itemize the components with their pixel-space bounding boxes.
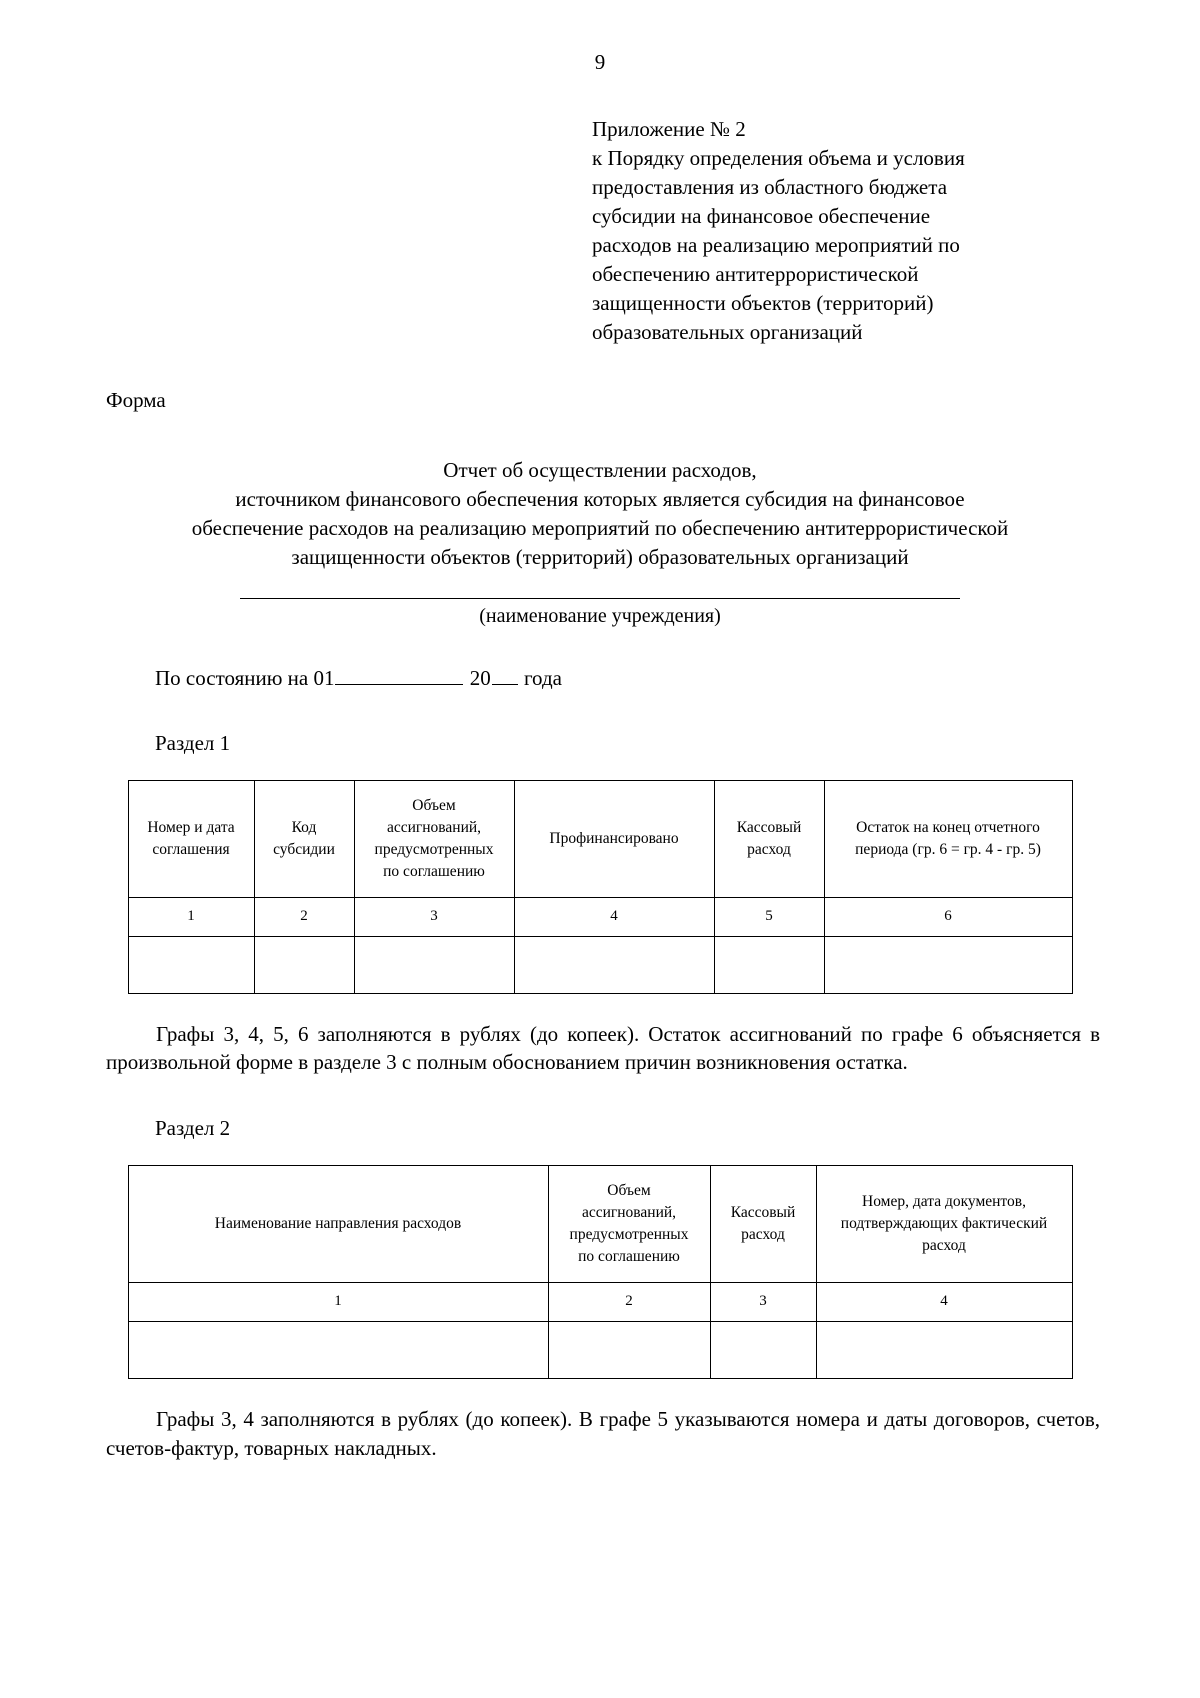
appendix-line-1: Приложение № 2 [592,117,746,141]
table-cell-input[interactable] [254,936,354,993]
section-2-table [128,1165,1073,1379]
section-2-note: Графы 3, 4 заполняются в рублях (до копеек). В графе 5 указываются номера и даты договоров, счетов, счетов-фактур, товарных накладных. [106,1406,1100,1460]
table-cell-input[interactable] [354,936,514,993]
table-header-row [128,780,1072,897]
as-of-month-blank[interactable] [335,666,463,685]
section-1-table [128,780,1073,994]
column-number-cell: 5 [714,897,824,936]
table-row [128,936,1072,993]
form-label: Форма [106,387,166,412]
column-header-cash-expense: Кассовый расход [710,1165,816,1282]
as-of-year-blank[interactable] [492,666,518,685]
organization-name-blank-line[interactable] [240,598,960,599]
title-line-1: Отчет об осуществлении расходов, [443,458,757,483]
section-2-label: Раздел 2 [155,1116,231,1141]
column-header-allocation-volume: Объем ассигнований, предусмотренных по соглашению [548,1165,710,1282]
title-line-2: источником финансового обеспечения которых является субсидия на финансовое [235,487,965,512]
column-number-cell: 4 [816,1282,1072,1321]
column-number-cell: 6 [824,897,1072,936]
organization-name-field-group [0,598,1200,629]
document-title [100,456,1100,572]
table-header-row [128,1165,1072,1282]
table-cell-input[interactable] [710,1321,816,1378]
column-header-expense-direction-name: Наименование направления расходов [128,1165,548,1282]
appendix-line-3: предоставления из областного бюджета [592,174,948,199]
as-of-middle: 20 [469,665,491,690]
table-cell-input[interactable] [714,936,824,993]
column-number-cell: 1 [128,1282,548,1321]
column-header-agreement-number-date: Номер и дата соглашения [128,780,254,897]
title-line-3: обеспечение расходов на реализацию мероприятий по обеспечению антитеррористической [191,515,1009,540]
column-number-cell: 3 [710,1282,816,1321]
section-1-label: Раздел 1 [155,731,231,756]
appendix-line-5: расходов на реализацию мероприятий по [592,232,960,257]
table-column-number-row [128,897,1072,936]
table-cell-input[interactable] [816,1321,1072,1378]
section-1-note: Графы 3, 4, 5, 6 заполняются в рублях (до копеек). Остаток ассигнований по графе 6 объясняется в произвольной форме в разделе 3 с полным обоснованием причин возникновения остатка. [106,1021,1100,1075]
appendix-line-8: образовательных организаций [592,319,863,344]
column-number-cell: 4 [514,897,714,936]
table-cell-input[interactable] [128,936,254,993]
appendix-line-7: защищенности объектов (территорий) [592,290,934,315]
column-number-cell: 3 [354,897,514,936]
table-cell-input[interactable] [514,936,714,993]
appendix-line-6: обеспечению антитеррористической [592,261,919,286]
table-cell-input[interactable] [548,1321,710,1378]
column-number-cell: 2 [548,1282,710,1321]
column-number-cell: 1 [128,897,254,936]
organization-name-caption: (наименование учреждения) [479,604,721,627]
as-of-prefix: По состоянию на 01 [155,665,335,690]
appendix-line-4: субсидии на финансовое обеспечение [592,203,931,228]
as-of-suffix: года [523,665,562,690]
column-header-financed: Профинансировано [514,780,714,897]
table-row [128,1321,1072,1378]
table-column-number-row [128,1282,1072,1321]
column-header-cash-expense: Кассовый расход [714,780,824,897]
as-of-date-line [155,665,1200,692]
column-header-supporting-documents: Номер, дата документов, подтверждающих фактический расход [816,1165,1072,1282]
page-number: 9 [594,50,606,74]
appendix-line-2: к Порядку определения объема и условия [592,145,965,170]
column-header-period-end-balance: Остаток на конец отчетного периода (гр. 6 = гр. 4 - гр. 5) [824,780,1072,897]
table-cell-input[interactable] [128,1321,548,1378]
appendix-reference-block [592,115,1032,347]
column-header-allocation-volume: Объем ассигнований, предусмотренных по соглашению [354,780,514,897]
column-header-subsidy-code: Код субсидии [254,780,354,897]
table-cell-input[interactable] [824,936,1072,993]
title-line-4: защищенности объектов (территорий) образовательных организаций [291,544,909,569]
column-number-cell: 2 [254,897,354,936]
